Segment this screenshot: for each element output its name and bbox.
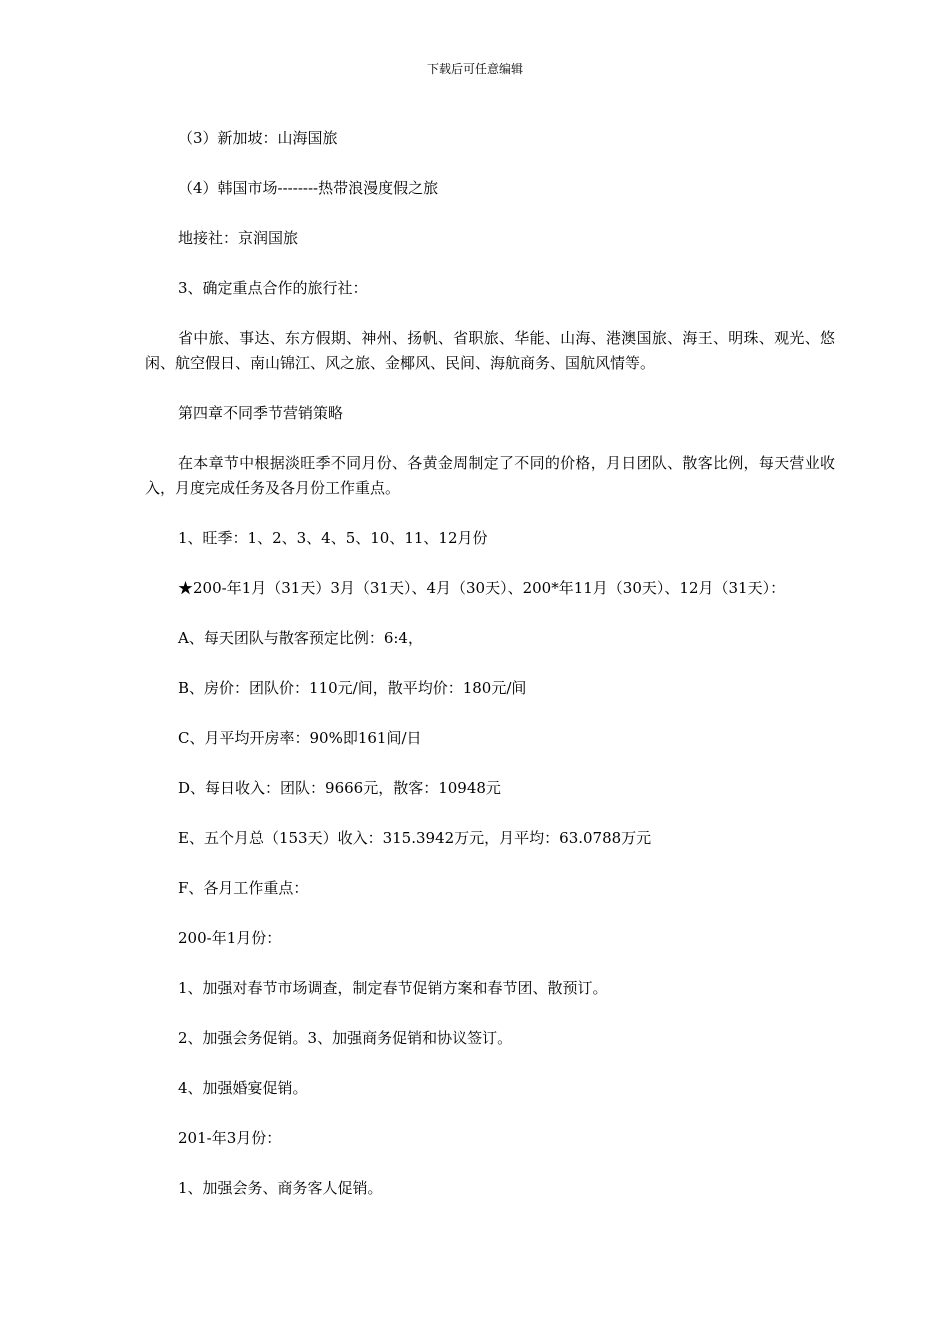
list-item: 4、加强婚宴促销。	[178, 1079, 308, 1097]
paragraph: 201-年3月份：	[178, 1129, 282, 1147]
paragraph: 地接社：京润国旅	[178, 229, 299, 247]
paragraph: （4）韩国市场--------热带浪漫度假之旅	[178, 179, 439, 197]
list-item: 1、加强会务、商务客人促销。	[178, 1179, 383, 1197]
paragraph: ★200-年1月（31天）3月（31天）、4月（30天）、200*年11月（30天）、12月（31天）：	[178, 579, 786, 597]
page-header: 下载后可任意编辑	[426, 62, 523, 76]
paragraph: 1、旺季：1、2、3、4、5、10、11、12月份	[178, 529, 488, 547]
list-item: A、每天团队与散客预定比例：6:4，	[178, 629, 423, 647]
paragraph: 省中旅、事达、东方假期、神州、扬帆、省职旅、华能、山海、港澳国旅、海王、明珠、观光、悠闲、航空假日、南山锦江、风之旅、金椰风、民间、海航商务、国航风情等。	[145, 329, 835, 372]
paragraph: （3）新加坡：山海国旅	[178, 129, 338, 147]
paragraph: 在本章节中根据淡旺季不同月份、各黄金周制定了不同的价格，月日团队、散客比例，每天营业收入，月度完成任务及各月份工作重点。	[145, 454, 835, 497]
list-item: 1、加强对春节市场调查，制定春节促销方案和春节团、散预订。	[178, 979, 608, 997]
list-item: D、每日收入：团队：9666元，散客：10948元	[178, 779, 501, 797]
paragraph: 200-年1月份：	[178, 929, 282, 947]
list-item: 2、加强会务促销。3、加强商务促销和协议签订。	[178, 1029, 513, 1047]
section-heading: 3、确定重点合作的旅行社：	[178, 279, 368, 297]
list-item: E、五个月总（153天）收入：315.3942万元，月平均：63.0788万元	[178, 829, 652, 847]
list-item: C、月平均开房率：90%即161间/日	[178, 729, 422, 747]
document-body	[145, 126, 835, 1226]
chapter-heading: 第四章不同季节营销策略	[178, 404, 344, 422]
list-item: B、房价：团队价：110元/间，散平均价：180元/间	[178, 679, 527, 697]
list-item: F、各月工作重点：	[178, 879, 309, 897]
